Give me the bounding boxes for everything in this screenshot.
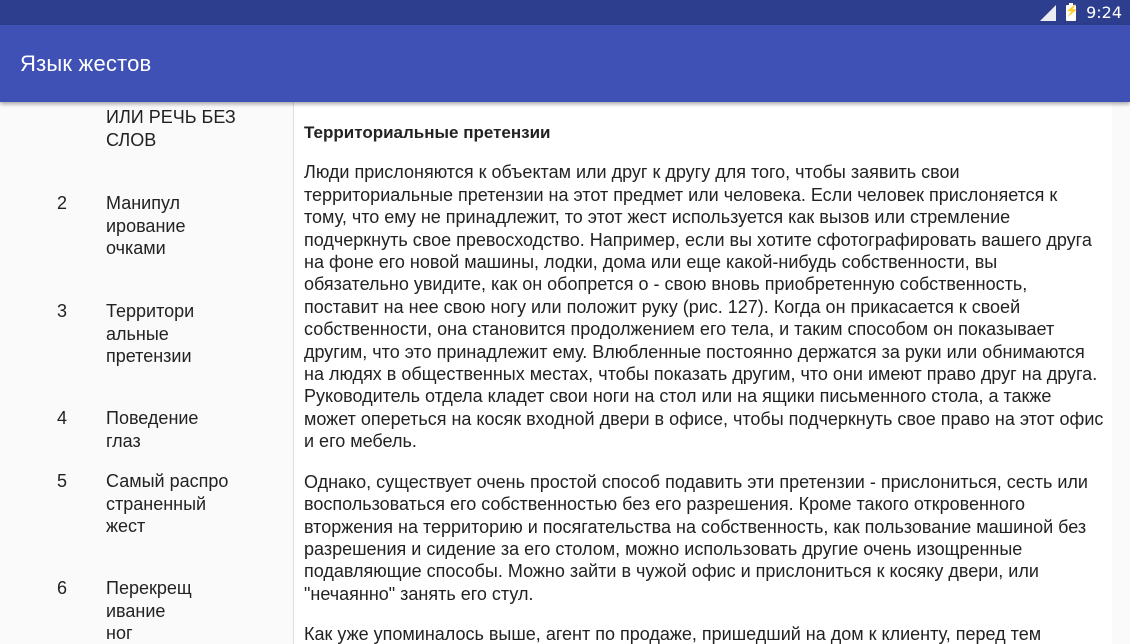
- cell-signal-icon: [1040, 5, 1056, 21]
- app-title: Язык жестов: [20, 50, 152, 76]
- status-bar: [0, 0, 1130, 25]
- article-paragraph: Однако, существует очень простой способ подавить эти претензии - прислониться, сесть или воспользоваться его собственностью без его разрешения. Кроме такого откровенного вторжения на территорию и посягательства на собственность, как пользование машиной без разрешения и сидение за его столом, можно использовать другие очень изощренные подавляющие способы. Можно зайти в чужой офис и прислониться к косяку двери, или "нечаянно" занять его стул.: [304, 471, 1088, 604]
- toc-item-label: Самый распро страненный жест: [106, 471, 229, 536]
- toc-item-label: ИЛИ РЕЧЬ БЕЗ СЛОВ: [106, 107, 236, 150]
- article-paragraph: Как уже упоминалось выше, агент по продаже, пришедший на дом к клиенту, перед тем: [304, 624, 1042, 644]
- toc-item-number: 5: [57, 471, 68, 491]
- toc-item-label: Поведение глаз: [106, 408, 199, 451]
- article-heading: Территориальные претензии: [304, 123, 551, 142]
- toc-item-label: Перекрещ ивание ног: [106, 578, 192, 643]
- toc-item-label: Манипул ирование очками: [106, 193, 186, 258]
- article-paragraph: Люди прислоняются к объектам или друг к другу для того, чтобы заявить свои территориальные претензии на этот предмет или человека. Если человек прислоняется к тому, что ему не принадлежит, то этот жест используется как вызов или стремление подчеркнуть свое превосходство. Например, если вы хотите сфотографировать вашего друга на фоне его новой машины, лодки, дома или еще какой-нибудь собственности, вы обязательно увидите, как он обопрется о - свою вновь приобретенную собственность, поставит на нее свою ногу или положит руку (рис. 127). Когда он прикасается к своей собственности, она становится продолжением его тела, и таким способом он показывает другим, что это принадлежит ему. Влюбленные постоянно держатся за руки или обнимаются на людях в общественных местах, чтобы показать другим, что они имеют право друг на друга. Руководитель отдела кладет свои ноги на стол или на ящики письменного стола, а также может опереться на косяк входной двери в офисе, чтобы подчеркнуть свое право на этот офис и его мебель.: [304, 162, 1104, 452]
- toc-item-number: 4: [57, 408, 68, 428]
- app-bar: [0, 25, 1130, 102]
- toc-item-number: 2: [57, 193, 68, 213]
- article: [304, 122, 1104, 644]
- article-view[interactable]: [294, 102, 1112, 644]
- toc-item-number: 3: [57, 301, 68, 321]
- toc-item-label: Территори альные претензии: [106, 301, 195, 366]
- battery-charging-icon: [1066, 5, 1076, 21]
- table-of-contents: [0, 102, 294, 644]
- toc-item-number: 6: [57, 578, 68, 598]
- status-time: 9:24: [1086, 3, 1122, 22]
- scrollbar-track[interactable]: [1112, 102, 1130, 644]
